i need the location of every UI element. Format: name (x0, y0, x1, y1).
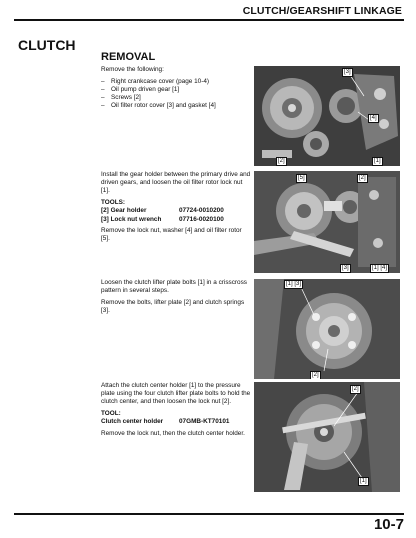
step-2-after: Remove the lock nut, washer [4] and oil filter rotor [5]. (101, 227, 242, 243)
callout-label: [1] (360, 478, 367, 484)
step-4-instruction: Attach the clutch center holder [1] to the pressure plate using the four clutch lifter plate bolts to hold the clutch center, and then loosen the lock nut [2]. (101, 382, 251, 406)
callout-label: [1] (374, 158, 381, 164)
engine-photo-illustration (254, 171, 400, 273)
step-2-instruction: Install the gear holder between the primary drive and driven gears, and loosen the oil filter rotor lock nut [1]. (101, 171, 251, 195)
callout-label: [3] (342, 265, 349, 271)
list-item: – Oil pump driven gear [1] (101, 86, 251, 94)
tool-name: Clutch center holder (101, 418, 164, 426)
tools-heading: TOOLS: (101, 199, 126, 207)
engine-photo-illustration (254, 279, 400, 379)
tool-code: 07GMB-KT70101 (179, 418, 230, 426)
photo-gear-holder (254, 171, 400, 273)
tool-row (101, 418, 251, 426)
list-item: – Screws [2] (101, 94, 251, 102)
engine-photo-illustration (254, 382, 400, 492)
step-1-text (101, 66, 251, 111)
subsection-title: REMOVAL (101, 51, 156, 63)
tool-row (101, 216, 251, 224)
callout-label: [1] [3] (286, 281, 302, 287)
tool-name: [3] Lock nut wrench (101, 215, 162, 223)
step-3-instruction: Loosen the clutch lifter plate bolts [1] in a crisscross pattern in several steps. (101, 279, 247, 295)
photo-clutch-center-holder (254, 382, 400, 492)
footer-rule (14, 513, 404, 515)
step-3-remove: Remove the bolts, lifter plate [2] and clutch springs [3]. (101, 298, 245, 315)
running-header: CLUTCH/GEARSHIFT LINKAGE (242, 5, 402, 17)
callout-label: [2] (352, 386, 359, 392)
callout-label: [5] (298, 175, 305, 181)
step-2-text (101, 171, 251, 247)
removal-list (101, 78, 251, 111)
photo-clutch-lifter-plate (254, 279, 400, 379)
step-3-text (101, 279, 251, 319)
callout-label: [4] (370, 115, 377, 121)
header-rule (14, 19, 404, 21)
step-1-intro: Remove the following: (101, 66, 164, 73)
step-4-after: Remove the lock nut, then the clutch center holder. (101, 430, 245, 438)
photo-crankcase-rotor (254, 66, 400, 166)
section-title: CLUTCH (18, 37, 76, 53)
tool-code: 07724-0010200 (179, 207, 224, 215)
tool-row (101, 207, 251, 215)
page-number: 10-7 (373, 516, 404, 533)
callout-label: [2] (278, 158, 285, 164)
tool-heading: TOOL: (101, 410, 121, 418)
list-item: – Oil filter rotor cover [3] and gasket [4] (101, 102, 251, 110)
tool-code: 07716-0020100 (179, 215, 224, 223)
tool-name: [2] Gear holder (101, 207, 147, 215)
callout-label: [3] (344, 69, 351, 75)
callout-label: [1] [4] (372, 265, 388, 271)
callout-label: [2] (312, 372, 319, 378)
callout-label: [2] (359, 175, 366, 181)
list-item: – Right crankcase cover (page 10-4) (101, 78, 251, 86)
step-4-text (101, 382, 251, 442)
